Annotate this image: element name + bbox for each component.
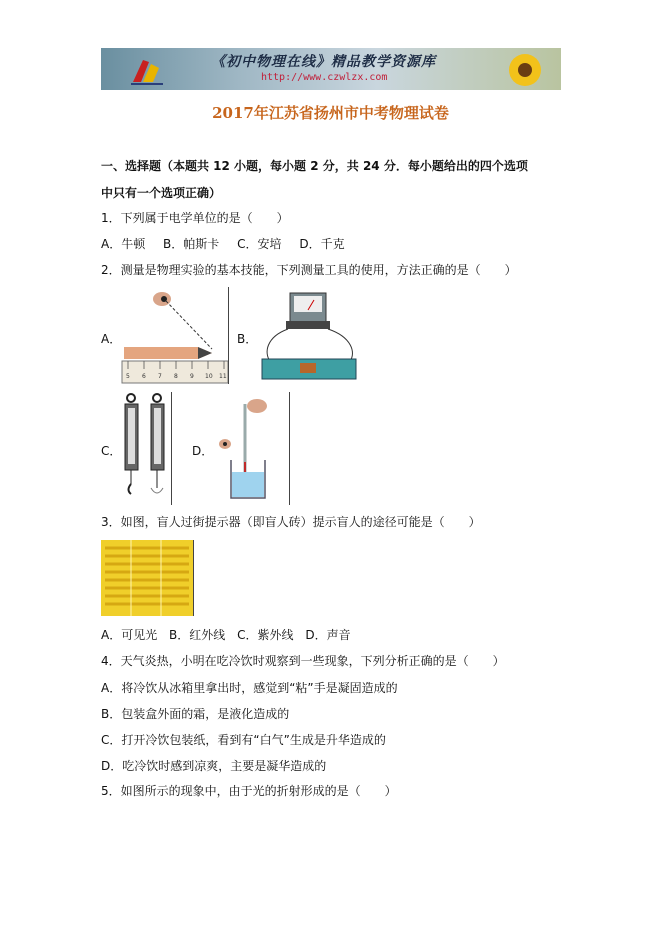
sunflower-icon xyxy=(495,50,555,90)
q4-option-a: A．将冷饮从冰箱里拿出时，感觉到“粘”手是凝固造成的 xyxy=(101,681,398,695)
ruler-pencil-figure xyxy=(120,287,228,384)
question-3-options xyxy=(101,627,359,643)
q3-option-a: A．可见光 xyxy=(101,628,158,642)
q2-label-d: D． xyxy=(192,444,214,458)
question-2-stem: 2．测量是物理实验的基本技能，下列测量工具的使用，方法正确的是（ ） xyxy=(101,263,517,277)
section-heading-line1: 一、选择题（本题共 12 小题，每小题 2 分，共 24 分．每小题给出的四个选项 xyxy=(101,159,528,173)
q2-figure-a xyxy=(120,287,229,384)
q2-figure-c xyxy=(119,392,172,505)
question-1-options xyxy=(101,236,359,252)
q4-option-b: B．包装盒外面的霜，是液化造成的 xyxy=(101,707,290,721)
q2-figure-b xyxy=(256,287,364,384)
thermometer-beaker-figure xyxy=(213,392,289,505)
ruler-tick-label: 11 xyxy=(219,373,227,380)
question-5-stem: 5．如图所示的现象中，由于光的折射形成的是（ ） xyxy=(101,784,397,798)
logo-icon xyxy=(129,54,165,86)
banner-title: 《初中物理在线》精品教学资源库 xyxy=(211,54,436,70)
document-title: 2017年江苏省扬州市中考物理试卷 xyxy=(212,104,449,122)
question-1-stem: 1．下列属于电学单位的是（ ） xyxy=(101,211,289,225)
ruler-tick-label: 8 xyxy=(174,373,178,380)
tactile-paving-figure xyxy=(101,540,193,616)
q3-figure xyxy=(101,540,194,616)
question-4-stem: 4．天气炎热，小明在吃冷饮时观察到一些现象，下列分析正确的是（ ） xyxy=(101,654,505,668)
q1-option-b: B．帕斯卡 xyxy=(163,237,220,251)
ruler-tick-label: 9 xyxy=(190,373,194,380)
header-banner xyxy=(101,48,561,90)
q3-option-b: B．红外线 xyxy=(169,628,226,642)
question-3-stem: 3．如图，盲人过街提示器（即盲人砖）提示盲人的途径可能是（ ） xyxy=(101,515,481,529)
ruler-tick-label: 7 xyxy=(158,373,162,380)
spring-scale-figure xyxy=(119,392,171,505)
banner-url[interactable]: http://www.czwlzx.com xyxy=(261,72,388,83)
ruler-tick-label: 5 xyxy=(126,373,130,380)
q4-option-c: C．打开冷饮包装纸，看到有“白气”生成是升华造成的 xyxy=(101,733,386,747)
q1-option-c: C．安培 xyxy=(237,237,282,251)
q2-figure-d xyxy=(213,392,290,505)
q3-option-c: C．紫外线 xyxy=(237,628,294,642)
q1-option-a: A．牛顿 xyxy=(101,237,146,251)
ruler-tick-label: 10 xyxy=(205,373,213,380)
ruler-tick-label: 6 xyxy=(142,373,146,380)
section-heading-line2: 中只有一个选项正确） xyxy=(101,186,222,200)
q2-label-a: A． xyxy=(101,332,122,346)
q4-option-d: D．吃冷饮时感到凉爽，主要是凝华造成的 xyxy=(101,759,327,773)
q3-option-d: D．声音 xyxy=(305,628,351,642)
q2-label-b: B． xyxy=(237,332,258,346)
q1-option-d: D．千克 xyxy=(299,237,345,251)
q2-label-c: C． xyxy=(101,444,122,458)
ammeter-circuit-figure xyxy=(256,287,364,384)
